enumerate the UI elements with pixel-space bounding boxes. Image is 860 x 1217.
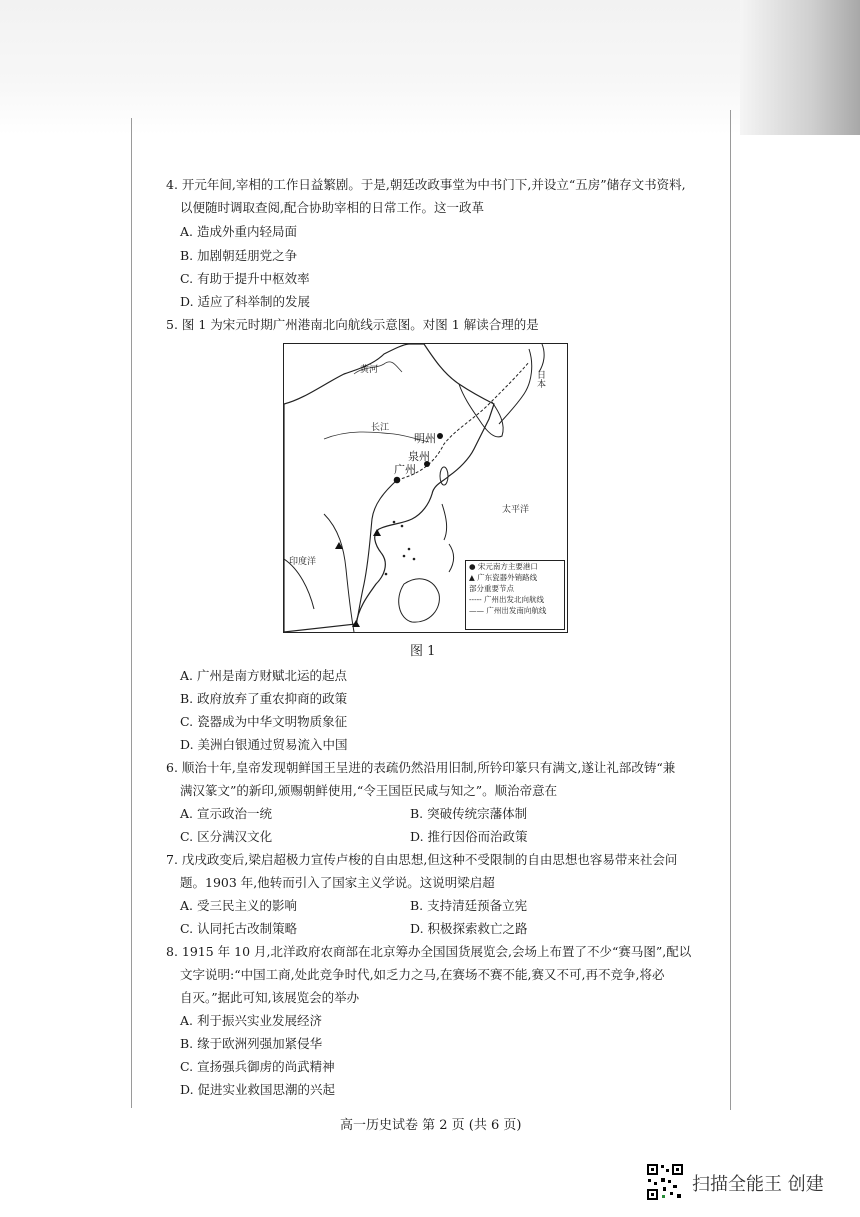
label-riben: 日本	[535, 370, 545, 388]
q7-stem-line2: 题。1903 年,他转而引入了国家主义学说。这说明梁启超	[180, 875, 495, 890]
scan-shadow-top	[0, 0, 860, 135]
q6-stem-line1: 6. 顺治十年,皇帝发现朝鲜国王呈进的表疏仍然沿用旧制,所钤印篆只有满文,遂让礼部改铸“兼	[166, 760, 676, 775]
q8-option-a[interactable]: A. 利于振兴实业发展经济	[180, 1013, 322, 1028]
scan-shadow-corner	[740, 0, 860, 135]
legend-item: —— 广州出发南向航线	[469, 606, 547, 615]
q6-option-a[interactable]: A. 宣示政治一统	[180, 806, 272, 821]
page-border-right	[730, 110, 731, 1110]
q5-option-c[interactable]: C. 瓷器成为中华文明物质象征	[180, 714, 348, 729]
q8-stem-line3: 自灭。”据此可知,该展览会的举办	[180, 990, 360, 1005]
q4-stem-line2: 以便随时调取查阅,配合协助宰相的日常工作。这一政革	[180, 200, 484, 215]
q8-option-d[interactable]: D. 促进实业救国思潮的兴起	[180, 1082, 336, 1097]
q7-option-d[interactable]: D. 积极探索救亡之路	[410, 921, 528, 936]
q4-option-d[interactable]: D. 适应了科举制的发展	[180, 294, 311, 309]
q7-option-a[interactable]: A. 受三民主义的影响	[180, 898, 297, 913]
page-border-left	[131, 118, 132, 1108]
q5-option-d[interactable]: D. 美洲白银通过贸易流入中国	[180, 737, 348, 752]
q4-option-a[interactable]: A. 造成外重内轻局面	[180, 224, 297, 239]
q7-option-c[interactable]: C. 认同托古改制策略	[180, 921, 298, 936]
label-guangzhou: 广州	[394, 463, 416, 476]
q4-stem-line1: 4. 开元年间,宰相的工作日益繁剧。于是,朝廷改政事堂为中书门下,并设立“五房”储存文书资料,	[166, 177, 686, 192]
q4-option-c[interactable]: C. 有助于提升中枢效率	[180, 271, 310, 286]
label-quanzhou: 泉州	[408, 450, 430, 463]
q6-stem-line2: 满汉篆文”的新印,颁赐朝鲜使用,“令王国臣民咸与知之”。顺治帝意在	[180, 783, 558, 798]
scanner-watermark: 扫描全能王 创建	[692, 1174, 824, 1195]
page-footer: 高一历史试卷 第 2 页 (共 6 页)	[340, 1118, 522, 1133]
label-yinduyang: 印度洋	[289, 557, 317, 567]
figure-caption: 图 1	[410, 644, 436, 659]
label-taipingyang: 太平洋	[502, 505, 530, 515]
label-huanghe: 黄河	[360, 365, 379, 375]
map-legend	[465, 560, 565, 630]
legend-item: ● 宋元南方主要港口	[469, 562, 538, 571]
label-changjiang: 长江	[371, 423, 390, 433]
legend-item: ----- 广州出发北向航线	[469, 595, 545, 604]
q8-stem-line1: 8. 1915 年 10 月,北洋政府农商部在北京筹办全国国货展览会,会场上布置了不少“赛马图”,配以	[166, 944, 692, 959]
q6-option-c[interactable]: C. 区分满汉文化	[180, 829, 273, 844]
legend-item: 部分重要节点	[469, 584, 514, 593]
q8-stem-line2: 文字说明:“中国工商,处此竞争时代,如乏力之马,在赛场不赛不能,赛又不可,再不竞争,将必	[180, 967, 665, 982]
qr-code-icon	[646, 1163, 684, 1201]
q7-option-b[interactable]: B. 支持清廷预备立宪	[410, 898, 528, 913]
q5-stem-line1: 5. 图 1 为宋元时期广州港南北向航线示意图。对图 1 解读合理的是	[166, 317, 539, 332]
q5-option-a[interactable]: A. 广州是南方财赋北运的起点	[180, 668, 347, 683]
label-mingzhou: 明州	[414, 432, 436, 445]
q5-option-b[interactable]: B. 政府放弃了重农抑商的政策	[180, 691, 348, 706]
q4-option-b[interactable]: B. 加剧朝廷朋党之争	[180, 248, 298, 263]
q6-option-d[interactable]: D. 推行因俗而治政策	[410, 829, 528, 844]
q7-stem-line1: 7. 戊戌政变后,梁启超极力宣传卢梭的自由思想,但这种不受限制的自由思想也容易带来社会问	[166, 852, 678, 867]
legend-item: ▲ 广东瓷器外销路线	[469, 573, 538, 582]
q6-option-b[interactable]: B. 突破传统宗藩体制	[410, 806, 528, 821]
q8-option-c[interactable]: C. 宣扬强兵御虏的尚武精神	[180, 1059, 335, 1074]
q8-option-b[interactable]: B. 缘于欧洲列强加紧侵华	[180, 1036, 323, 1051]
